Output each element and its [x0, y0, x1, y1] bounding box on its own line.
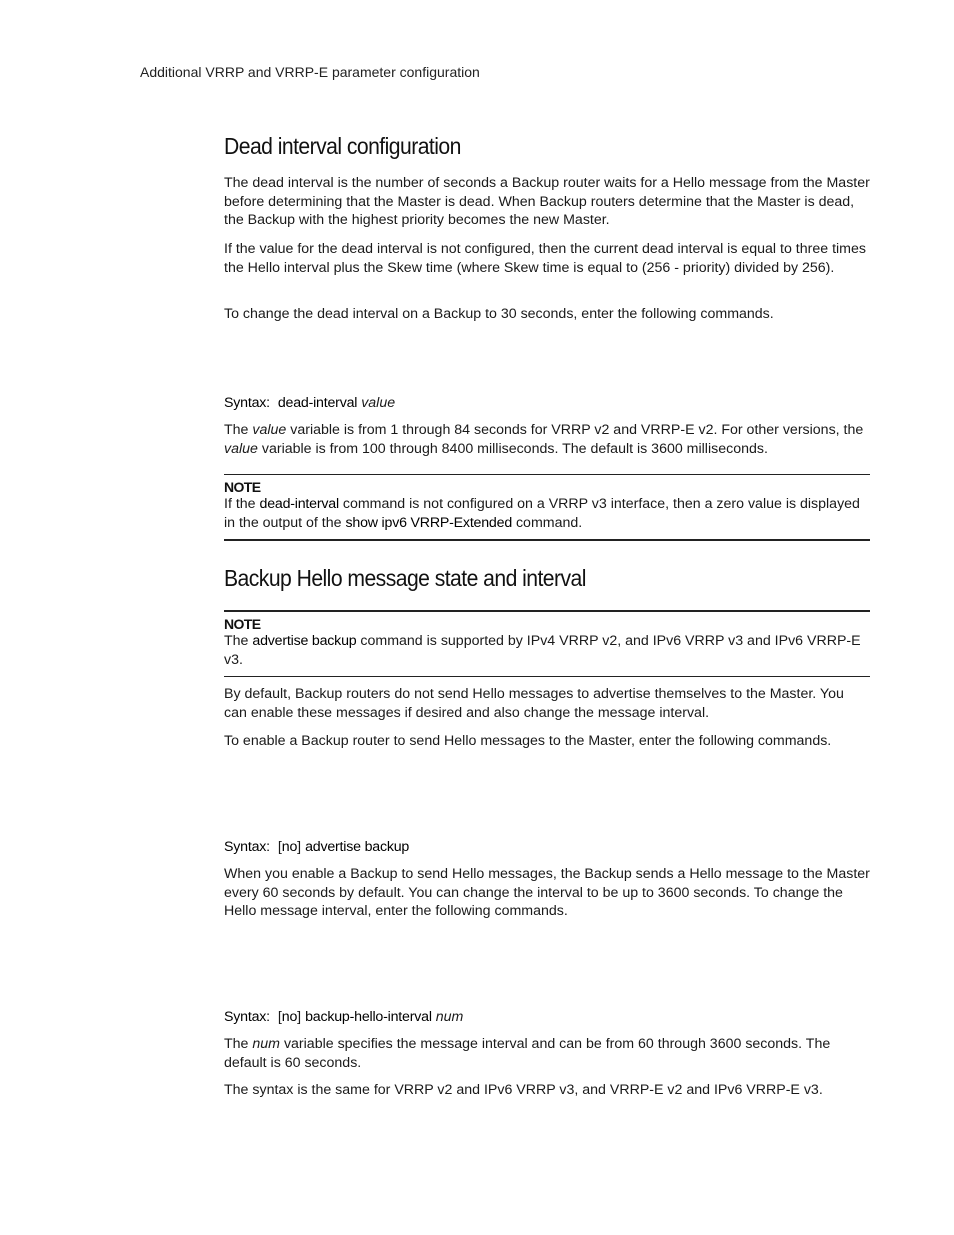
text-run: command is not configured on a VRRP v3 interface, then a zero value is displayed in the output of the: [224, 496, 860, 531]
command-name: dead-interval: [259, 496, 339, 512]
variable-name: value: [252, 422, 287, 438]
variable-name: num: [252, 1036, 280, 1052]
hello-interval-explanation: When you enable a Backup to send Hello messages, the Backup sends a Hello message to the Master every 60 seconds by default. You can change the interval to be up to 3600 seconds. To change the Hello message interval, enter the following commands.: [224, 866, 870, 920]
bracket: [: [277, 1009, 282, 1025]
command-name: advertise backup: [252, 633, 357, 649]
dead-interval-instructions: To change the dead interval on a Backup to 30 seconds, enter the following commands.: [224, 306, 774, 322]
section-heading-backup-hello: Backup Hello message state and interval: [224, 565, 586, 591]
num-variable-description: [224, 1035, 870, 1072]
dead-interval-default: If the value for the dead interval is not configured, then the current dead interval is equal to three times the Hello interval plus the Skew time (where Skew time is equal to (256 - priority) divided by 256).: [224, 241, 866, 276]
syntax-command: dead-interval: [277, 395, 358, 411]
syntax-backup-hello-interval: [224, 1008, 870, 1026]
value-variable-description: [224, 421, 870, 458]
syntax-label: Syntax:: [224, 1009, 270, 1025]
syntax-no-keyword: no: [281, 1009, 298, 1025]
text-run: The: [224, 633, 253, 649]
variable-name: value: [224, 440, 258, 457]
backup-hello-instructions: To enable a Backup router to send Hello messages to the Master, enter the following commands.: [224, 733, 832, 749]
section-heading-dead-interval: Dead interval configuration: [224, 133, 461, 159]
syntax-label: Syntax:: [224, 395, 270, 411]
text-run: variable is from 1 through 84 seconds for VRRP v2 and VRRP-E v2. For other versions, the: [286, 422, 864, 438]
text-run: command is supported by IPv4 VRRP v2, and IPv6 VRRP v3 and IPv6 VRRP-E v3.: [224, 633, 861, 668]
text-run: If the: [224, 496, 260, 512]
text-run: The: [224, 422, 253, 438]
bracket: [: [277, 839, 282, 855]
dead-interval-definition: The dead interval is the number of seconds a Backup router waits for a Hello message from the Master before determining that the Master is dead. When Backup routers determine that the Master is dead, the Backup with the highest priority becomes the new Master.: [224, 175, 870, 229]
note-dead-interval: [224, 474, 870, 541]
syntax-argument: value: [361, 395, 396, 411]
text-run: command.: [512, 514, 583, 531]
bracket: ]: [297, 839, 302, 855]
note-text: [224, 632, 870, 669]
syntax-command: advertise backup: [305, 839, 410, 855]
running-header: Additional VRRP and VRRP-E parameter configuration: [140, 64, 480, 80]
note-label: NOTE: [224, 479, 261, 495]
text-run: The: [224, 1036, 253, 1052]
syntax-argument: num: [435, 1009, 464, 1025]
syntax-dead-interval: [224, 394, 870, 412]
command-name: show ipv6 VRRP-Extended: [345, 514, 513, 531]
syntax-applicability: The syntax is the same for VRRP v2 and IPv6 VRRP v3, and VRRP-E v2 and IPv6 VRRP-E v3.: [224, 1082, 823, 1098]
backup-hello-default: By default, Backup routers do not send Hello messages to advertise themselves to the Master. You can enable these messages if desired and also change the message interval.: [224, 686, 844, 721]
bracket: ]: [297, 1009, 302, 1025]
note-text: [224, 495, 870, 532]
syntax-no-keyword: no: [281, 839, 298, 855]
text-run: variable specifies the message interval and can be from 60 through 3600 seconds. The default is 60 seconds.: [224, 1036, 831, 1071]
note-advertise-backup: [224, 610, 870, 677]
syntax-label: Syntax:: [224, 839, 270, 855]
syntax-command: backup-hello-interval: [305, 1009, 432, 1025]
note-label: NOTE: [224, 616, 261, 632]
text-run: variable is from 100 through 8400 milliseconds. The default is 3600 milliseconds.: [257, 440, 768, 457]
syntax-advertise-backup: [224, 838, 870, 856]
